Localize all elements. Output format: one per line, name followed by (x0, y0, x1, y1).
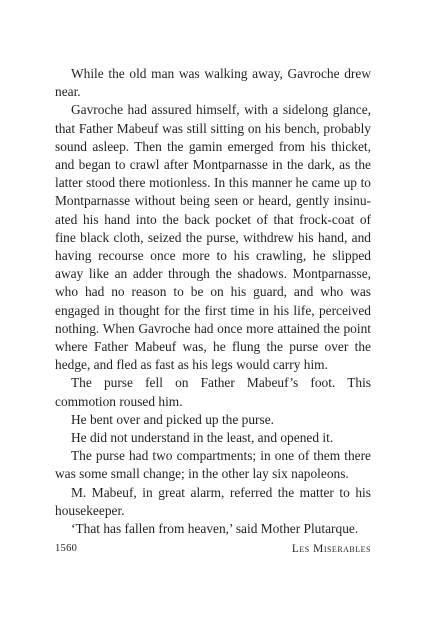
paragraph: He did not understand in the least, and opened it. (71, 430, 334, 446)
paragraph: Gavroche had assured himself, with a sidelong glance, that Father Mabeuf was still sitting on his bench, probably sound asleep. Then the gamin emerged from his thicket, and began to crawl after Montparnasse in the dark, as the latter stood there motionless. In this manner he came up to Montparnasse without being seen or heard, gently insinuated his hand into the back pocket of that frock-coat of fine black cloth, seized the purse, withdrew his hand, and having recourse once more to his crawling, he slipped away like an adder through the shadows. Montparnasse, who had no reason to be on his guard, and who was engaged in thought for the first time in his life, perceived nothing. When Gavroche had once more attained the point where Father Mabeuf was, he flung the purse over the hedge, and fled as fast as his legs would carry him. (55, 102, 371, 373)
body-text (55, 65, 371, 538)
paragraph: The purse had two compartments; in one of them there was some small change; in the other lay six napoleons. (55, 448, 371, 482)
paragraph: While the old man was walking away, Gavroche drew near. (55, 66, 371, 100)
paragraph: M. Mabeuf, in great alarm, referred the matter to his housekeeper. (55, 484, 371, 518)
running-title: Les Miserables (291, 543, 371, 555)
page-number: 1560 (55, 543, 78, 554)
paragraph: ‘That has fallen from heaven,’ said Mother Plutarque. (71, 521, 359, 537)
page-footer (55, 541, 371, 557)
paragraph: He bent over and picked up the purse. (71, 411, 275, 427)
paragraph: The purse fell on Father Mabeuf’s foot. This commotion roused him. (55, 375, 371, 409)
